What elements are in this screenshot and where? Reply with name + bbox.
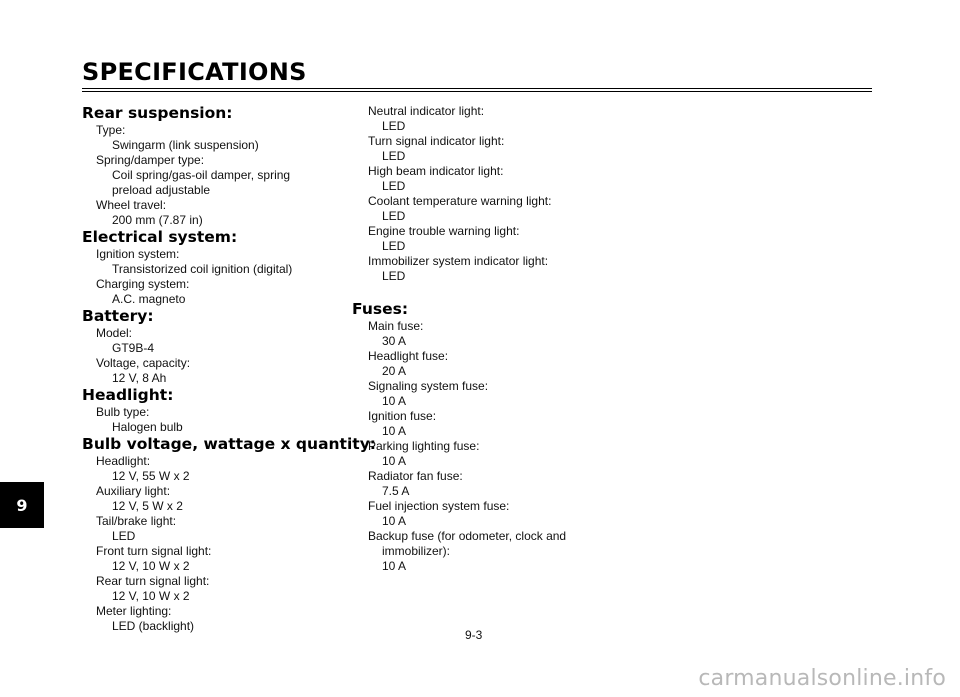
spec-value: 10 A bbox=[382, 394, 407, 408]
section-heading: Battery: bbox=[82, 307, 154, 325]
spec-value: LED bbox=[382, 209, 406, 223]
section-heading: Fuses: bbox=[352, 300, 409, 318]
right-column bbox=[352, 104, 612, 574]
spec-label: Neutral indicator light: bbox=[368, 104, 485, 118]
spec-label: Fuel injection system fuse: bbox=[368, 499, 510, 513]
spec-label: Charging system: bbox=[96, 277, 190, 291]
chapter-tab: 9 bbox=[0, 482, 44, 528]
spec-value: LED (backlight) bbox=[112, 619, 195, 633]
spec-label: Radiator fan fuse: bbox=[368, 469, 463, 483]
section-heading: Electrical system: bbox=[82, 228, 238, 246]
spec-value: 10 A bbox=[382, 424, 407, 438]
spec-label: Front turn signal light: bbox=[96, 544, 212, 558]
watermark: carmanualsonline.info bbox=[698, 666, 946, 691]
section-heading: Bulb voltage, wattage x quantity: bbox=[82, 435, 376, 453]
spec-label: Headlight: bbox=[96, 454, 151, 468]
spec-value: 12 V, 5 W x 2 bbox=[112, 499, 183, 513]
spec-value: 30 A bbox=[382, 334, 407, 348]
spec-value: Coil spring/gas-oil damper, spring bbox=[112, 168, 291, 182]
spec-section bbox=[82, 228, 342, 307]
spec-label: Parking lighting fuse: bbox=[368, 439, 480, 453]
spec-section bbox=[82, 104, 342, 228]
spec-value: LED bbox=[112, 529, 136, 543]
spec-value: 12 V, 8 Ah bbox=[112, 371, 167, 385]
spec-value: 10 A bbox=[382, 454, 407, 468]
spec-label: Tail/brake light: bbox=[96, 514, 177, 528]
spec-label: High beam indicator light: bbox=[368, 164, 504, 178]
spec-label: Bulb type: bbox=[96, 405, 150, 419]
spec-value: 10 A bbox=[382, 559, 407, 573]
spec-value: 10 A bbox=[382, 514, 407, 528]
spec-label: Headlight fuse: bbox=[368, 349, 449, 363]
spec-label: Main fuse: bbox=[368, 319, 424, 333]
spec-value: 200 mm (7.87 in) bbox=[112, 213, 203, 227]
spec-label: Engine trouble warning light: bbox=[368, 224, 520, 238]
spec-section bbox=[82, 386, 342, 435]
spec-label: Coolant temperature warning light: bbox=[368, 194, 552, 208]
spec-value: 7.5 A bbox=[382, 484, 410, 498]
section-heading: Rear suspension: bbox=[82, 104, 233, 122]
spec-value: LED bbox=[382, 269, 406, 283]
spec-value: 20 A bbox=[382, 364, 407, 378]
spec-label: Wheel travel: bbox=[96, 198, 167, 212]
spec-value: 12 V, 10 W x 2 bbox=[112, 589, 190, 603]
title-rule bbox=[82, 88, 872, 92]
spec-value: Transistorized coil ignition (digital) bbox=[112, 262, 293, 276]
spec-label: Turn signal indicator light: bbox=[368, 134, 505, 148]
spec-section bbox=[352, 300, 612, 574]
spec-value: LED bbox=[382, 239, 406, 253]
spec-section-continued bbox=[352, 104, 612, 284]
left-column bbox=[82, 104, 376, 634]
spec-value: A.C. magneto bbox=[112, 292, 186, 306]
section-heading: Headlight: bbox=[82, 386, 174, 404]
spec-label: Ignition system: bbox=[96, 247, 180, 261]
spec-value: GT9B-4 bbox=[112, 341, 155, 355]
spec-value: preload adjustable bbox=[112, 183, 211, 197]
spec-label: Spring/damper type: bbox=[96, 153, 205, 167]
spec-value: LED bbox=[382, 119, 406, 133]
spec-section bbox=[82, 307, 342, 386]
spec-value: LED bbox=[382, 179, 406, 193]
spec-label: Voltage, capacity: bbox=[96, 356, 191, 370]
spec-label: Backup fuse (for odometer, clock and bbox=[368, 529, 567, 543]
spec-value: 12 V, 10 W x 2 bbox=[112, 559, 190, 573]
spec-label: Auxiliary light: bbox=[96, 484, 171, 498]
spec-label: Rear turn signal light: bbox=[96, 574, 210, 588]
spec-label: Type: bbox=[96, 123, 126, 137]
spec-value: Halogen bulb bbox=[112, 420, 183, 434]
spec-label-continued: immobilizer): bbox=[382, 544, 451, 558]
spec-value: 12 V, 55 W x 2 bbox=[112, 469, 190, 483]
spec-label: Ignition fuse: bbox=[368, 409, 437, 423]
spec-section bbox=[82, 435, 376, 634]
spec-label: Meter lighting: bbox=[96, 604, 172, 618]
spec-value: LED bbox=[382, 149, 406, 163]
page-number: 9-3 bbox=[465, 628, 483, 642]
page-title: SPECIFICATIONS bbox=[82, 58, 307, 86]
spec-label: Signaling system fuse: bbox=[368, 379, 489, 393]
spec-label: Model: bbox=[96, 326, 133, 340]
spec-value: Swingarm (link suspension) bbox=[112, 138, 259, 152]
spec-label: Immobilizer system indicator light: bbox=[368, 254, 549, 268]
